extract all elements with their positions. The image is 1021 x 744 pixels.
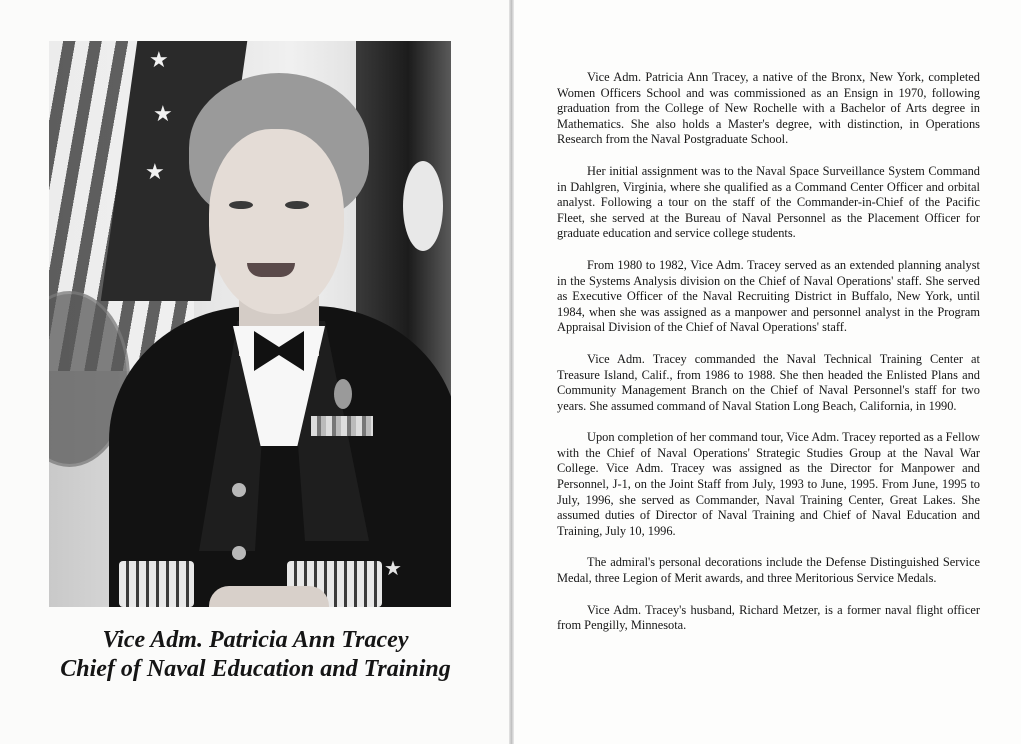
bio-paragraph-5: Upon completion of her command tour, Vice Adm. Tracey reported as a Fellow with the Chief of Naval Operations' Strategic Studies Group at the Naval War College. Vice Adm. Tracey was assigned as the Director for Manpower and Personnel, J-1, on the Joint Staff from July, 1993 to June, 1995. From June, 1995 to July, 1996, she served as Commander, Naval Training Center, Great Lakes. She assumed duties of Director of Naval Training and Chief of Naval Education and Training, July 10, 1996. <box>557 430 980 538</box>
bio-paragraph-4: Vice Adm. Tracey commanded the Naval Technical Training Center at Treasure Island, Calif., from 1986 to 1988. She then headed the Enlisted Plans and Community Management Branch on the Chief of Naval Personnel's staff for two years. She assumed command of Naval Station Long Beach, California, in 1990. <box>557 351 980 413</box>
portrait-photo: ★ ★ ★ ★ <box>49 41 451 607</box>
caption-name: Vice Adm. Patricia Ann Tracey <box>102 627 409 653</box>
bio-paragraph-7: Vice Adm. Tracey's husband, Richard Metzer, is a former naval flight officer from Pengilly, Minnesota. <box>557 602 980 633</box>
bio-paragraph-2: Her initial assignment was to the Naval Space Surveillance System Command in Dahlgren, Virginia, where she qualified as a Command Center Officer and orbital analyst. Following a tour on the staff of the Commander-in-Chief of the Pacific Fleet, she served at the Bureau of Naval Personnel as the Placement Officer for graduate education and service college students. <box>557 163 980 241</box>
caption-title: Chief of Naval Education and Training <box>60 656 451 682</box>
bio-paragraph-6: The admiral's personal decorations include the Defense Distinguished Service Medal, three Legion of Merit awards, and three Meritorious Service Medals. <box>557 555 980 586</box>
biography-text <box>557 70 980 650</box>
bio-paragraph-1: Vice Adm. Patricia Ann Tracey, a native of the Bronx, New York, completed Women Officers School and was commissioned as an Ensign in 1970, following graduation from the College of New Rochelle with a Bachelor of Arts degree in Mathematics. She also holds a Master's degree, with distinction, in Operations Research from the Naval Postgraduate School. <box>557 70 980 147</box>
bio-paragraph-3: From 1980 to 1982, Vice Adm. Tracey served as an extended planning analyst in the Systems Analysis division on the Chief of Naval Operations' staff. She served as Executive Officer of the Naval Recruiting District in Buffalo, New York, until 1984, when she was assigned as a manpower and personnel analyst in the Program Appraisal Division of the Chief of Naval Operations' staff. <box>557 257 980 335</box>
